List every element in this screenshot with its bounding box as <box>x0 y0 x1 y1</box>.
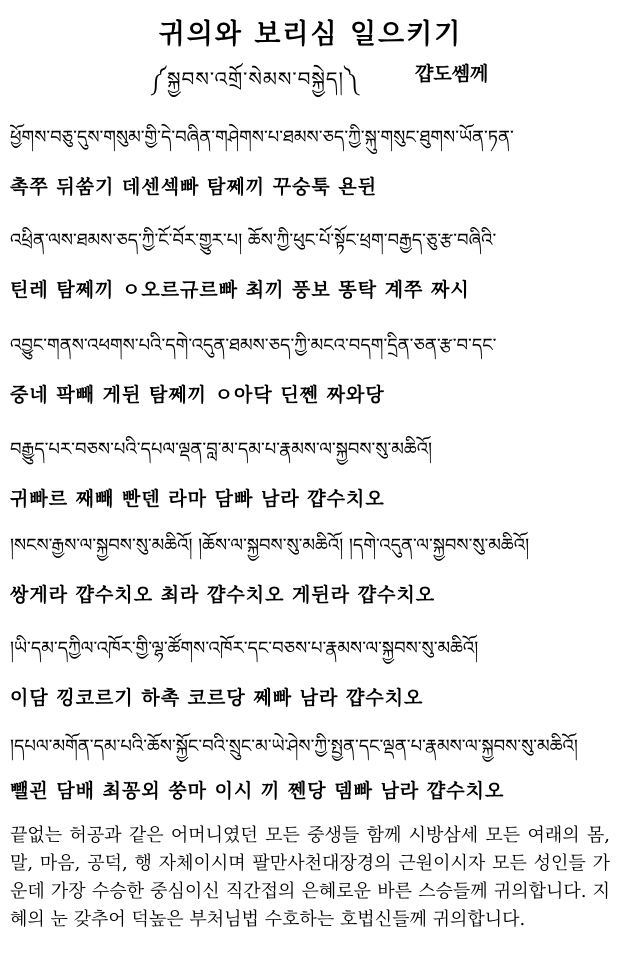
verse-5-korean: 쌍게라 꺕수치오 최라 꺕수치오 게뒨라 꺕수치오 <box>10 584 436 606</box>
verse-4-korean: 귀빠르 째빼 빤덴 라마 담빠 남라 꺕수치오 <box>10 488 385 510</box>
translation-paragraph: 끝없는 허공과 같은 어머니였던 모든 중생들 함께 시방삼세 모든 여래의 몸, 말, 마음, 공덕, 행 자체이시며 팔만사천대장경의 근원이시자 모든 성인들 가운데 가장 수승한 중심이신 직간접의 은혜로운 바른 스승들께 귀의합니다. 지혜의 눈 갖추어 덕높은 부처님법 수호하는 호법신들께 귀의합니다. <box>10 825 610 930</box>
verse-1-tibetan: ཕྱོགས་བཅུ་དུས་གསུམ་གྱི་དེ་བཞིན་གཤེགས་པ་ཐམས་ཅད་ཀྱི་སྐུ་གསུང་ཐུགས་ཡོན་ཏན་ <box>10 127 514 148</box>
verse-2-tibetan: འཕྲིན་ལས་ཐམས་ཅད་ཀྱི་ངོ་བོར་གྱུར་པ། ཆོས་ཀྱི་ཕུང་པོ་སྟོང་ཕྲག་བརྒྱད་ཅུ་རྩ་བཞིའི་ <box>10 230 497 251</box>
subtitle-korean: 꺕도쎔께 <box>415 63 489 85</box>
subtitle-tibetan: ༼སྐྱབས་འགྲོ་སེམས་བསྐྱེད།༽ <box>150 67 360 91</box>
subtitle <box>150 53 510 89</box>
verse-6-tibetan: །ཡི་དམ་དཀྱིལ་འཁོར་གྱི་ལྷ་ཚོགས་འཁོར་དང་བཅས་པ་རྣམས་ལ་སྐྱབས་སུ་མཆིའོ། <box>10 638 479 659</box>
verse-6-korean: 이담 낑코르기 하촉 코르당 쩨빠 남라 꺕수치오 <box>10 687 424 709</box>
verse-4-tibetan: བརྒྱུད་པར་བཅས་པའི་དཔལ་ལྡན་བླ་མ་དམ་པ་རྣམས་ལ་སྐྱབས་སུ་མཆིའོ། <box>10 439 433 460</box>
verse-3-tibetan: འབྱུང་གནས་འཕགས་པའི་དགེ་འདུན་ཐམས་ཅད་ཀྱི་མངའ་བདག་དྲིན་ཅན་རྩ་བ་དང་ <box>10 335 497 356</box>
verse-1-korean: 촉쭈 뒤쑴기 데센섹빠 탐쩨끼 꾸숭툭 욘뒨 <box>10 176 378 198</box>
verse-2-korean: 틴레 탐쩨끼 ㅇ오르규르빠 최끼 풍보 똥탁 계쭈 짜시 <box>10 279 470 301</box>
verse-5-tibetan: །སངས་རྒྱས་ལ་སྐྱབས་སུ་མཆིའོ། །ཆོས་ལ་སྐྱབས་སུ་མཆིའོ། །དགེ་འདུན་ལ་སྐྱབས་སུ་མཆིའོ། <box>10 535 530 556</box>
verse-3-korean: 중네 팍빼 게뒨 탐쩨끼 ㅇ아닥 딘쩬 짜와당 <box>10 384 385 406</box>
page-title: 귀의와 보리심 일으키기 <box>158 19 463 50</box>
verse-7-korean: 뺄괸 담배 최꽁외 쑹마 이시 끼 쩬당 뎀빠 남라 꺕수치오 <box>10 780 505 802</box>
verse-7-tibetan: །དཔལ་མགོན་དམ་པའི་ཆོས་སྐྱོང་བའི་སྲུང་མ་ཡེ་ཤེས་ཀྱི་སྤྱན་དང་ལྡན་པ་རྣམས་ལ་སྐྱབས་སུ་མཆིའོ། <box>10 736 578 757</box>
